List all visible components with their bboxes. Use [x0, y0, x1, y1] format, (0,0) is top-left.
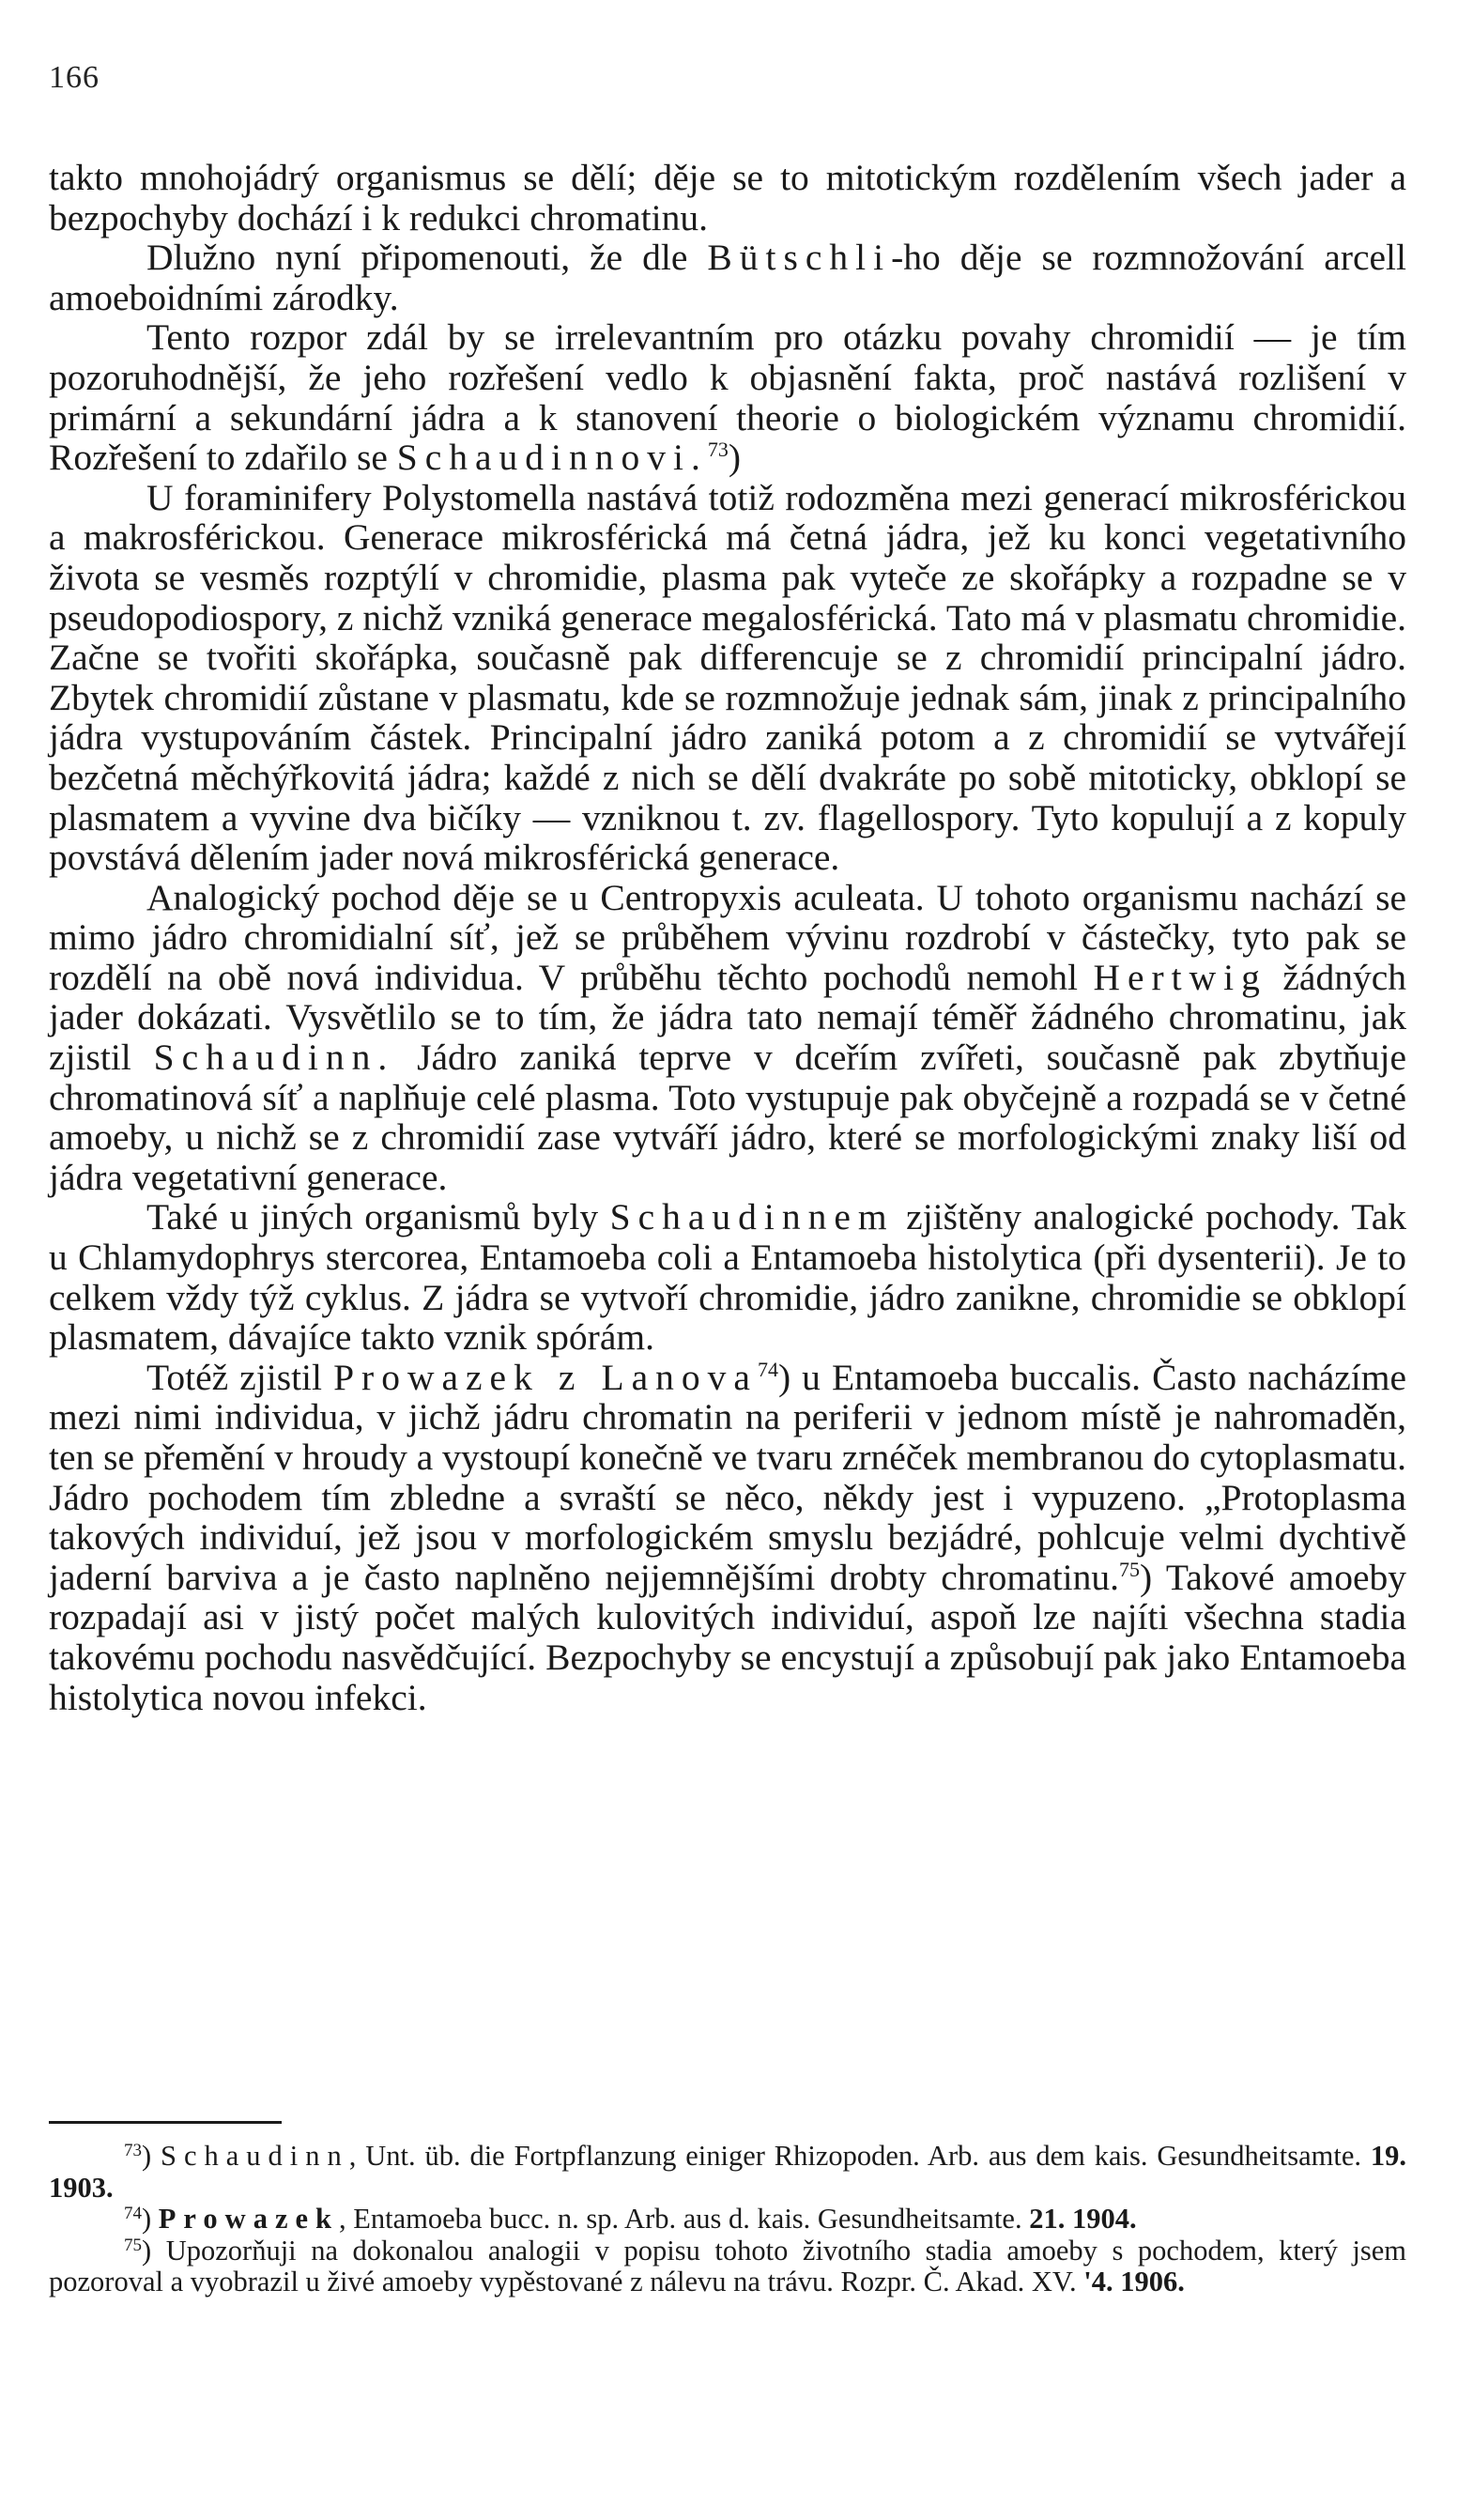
- main-text: [49, 158, 1406, 1717]
- paragraph-3: Tento rozpor zdál by se irrelevantním pro otázku povahy chromidií — je tím pozoruhodnější, že jeho rozřešení vedlo k objasnění fakta, proč nastává rozlišení v primární a sekundární jádra a k stanovení theorie o biologickém významu chromidií. Rozřešení to zdařilo se Schaudinnovi.$^{73}$): [49, 316, 1406, 479]
- paragraph-2: Dlužno nyní připomenouti, že dle Bütschli-ho děje se rozmnožování arcell amoeboidními zárodky.: [49, 237, 1406, 318]
- footnote: $^{74}$) Prowazek, Entamoeba bucc. n. sp. Arb. aus d. kais. Gesundheitsamte. 21. 1904.: [124, 2203, 1137, 2235]
- author-name: Prowazek: [158, 2203, 339, 2235]
- author-name: Schaudinn.: [153, 1037, 395, 1079]
- footnote: $^{75}$) Upozorňuji na dokonalou analogii v popisu tohoto životního stadia amoeby s pochodem, který jsem pozoroval a vyobrazil u živé amoeby vypěstované z nálevu na trávu. Rozpr. Č. Akad. XV. '4. 1906.: [49, 2234, 1406, 2297]
- paragraph-4: U foraminifery Polystomella nastává totiž rodozměna mezi generací mikrosférickou a makrosférickou. Generace mikrosférická má četná jádra, jež ku konci vegetativního života se vesměs rozptýlí v chromidie, plasma pak vyteče ze skořápky a rozpadne se v pseudopodiospory, z nichž vzniká generace megalosférická. Tato má v plasmatu chromidie. Začne se tvořiti skořápka, současně pak differencuje se z chromidií principalní jádro. Zbytek chromidií zůstane v plasmatu, kde se rozmnožuje jednak sám, jinak z principalního jádra vystupováním částek. Principalní jádro zaniká potom a z chromidií se vytvářejí bezčetná měchýřkovitá jádra; každé z nich se dělí dvakráte po sobě mitoticky, obklopí se plasmatem a vyvine dva bičíky — vzniknou t. zv. flagellospory. Tyto kopulují a z kopuly povstává dělením jader nová mikrosférická generace.: [49, 476, 1406, 879]
- footnote-ref: 73: [707, 438, 729, 462]
- page-number: 166: [49, 60, 100, 95]
- footnote: $^{73}$) Schaudinn, Unt. üb. die Fortpflanzung einiger Rhizopoden. Arb. aus dem kais. Gesundheitsamte. 19. 1903.: [49, 2140, 1406, 2204]
- footnotes: [49, 2141, 1406, 2298]
- author-name: Schaudinn: [161, 2140, 349, 2172]
- paragraph-7: Totéž zjistil Prowazek z Lanova$^{74}$) u Entamoeba buccalis. Často nacházíme mezi nimi individua, v jichž jádru chromatin na periferii v jednom místě je nahromaděn, ten se přemění v hroudy a vystoupí konečně ve tvaru zrnéček membranou do cytoplasmatu. Jádro pochodem tím zbledne a svraští se něco, někdy jest i vypuzeno. „Protoplasma takových individuí, jež jsou v morfologickém smyslu bezjádré, pohlcuje velmi dychtivě jaderní barviva a je často naplněno nejjemnějšími drobty chromatinu.$^{75}$) Takové amoeby rozpadají asi v jistý počet malých kulovitých individuí, aspoň lze najíti všechna stadia takovému pochodu nasvědčující. Bezpochyby se encystují a způsobují pak jako Entamoeba histolytica novou infekci.: [49, 1356, 1407, 1718]
- author-name: Prowazek z Lanova: [333, 1356, 758, 1398]
- author-name: Schaudinnovi.: [396, 437, 708, 479]
- footnote-ref: 75: [1119, 1557, 1141, 1581]
- paragraph-5: Analogický pochod děje se u Centropyxis aculeata. U tohoto organismu nachází se mimo jádro chromidialní síť, jež se průběhem vývinu rozdrobí v částečky, tyto pak se rozdělí na obě nová individua. V průběhu těchto pochodů nemohl Hertwig žádných jader dokázati. Vysvětlilo se to tím, že jádra tato nemají téměř žádného chromatinu, jak zjistil Schaudinn. Jádro zaniká teprve v dceřím zvířeti, současně pak zbytňuje chromatinová síť a naplňuje celé plasma. Toto vystupuje pak obyčejně a rozpadá se v četné amoeby, u nichž se z chromidií zase vytváří jádro, které se morfologickými znaky liší od jádra vegetativní generace.: [49, 876, 1406, 1198]
- author-name: Bütschli: [707, 237, 892, 279]
- paragraph-1: takto mnohojádrý organismus se dělí; děje se to mitotickým rozdělením všech jader a bezpochyby dochází i k redukci chromatinu.: [49, 157, 1406, 238]
- footnote-divider: [49, 2121, 282, 2124]
- footnote-ref: 74: [757, 1357, 778, 1381]
- paragraph-6: Také u jiných organismů byly Schaudinnem zjištěny analogické pochody. Tak u Chlamydophrys stercorea, Entamoeba coli a Entamoeba histolytica (při dysenterii). Je to celkem vždy týž cyklus. Z jádra se vytvoří chromidie, jádro zanikne, chromidie se obklopí plasmatem, dávajíce takto vznik spórám.: [49, 1196, 1407, 1359]
- author-name: Schaudinnem: [609, 1196, 895, 1238]
- author-name: Hertwig: [1093, 956, 1267, 998]
